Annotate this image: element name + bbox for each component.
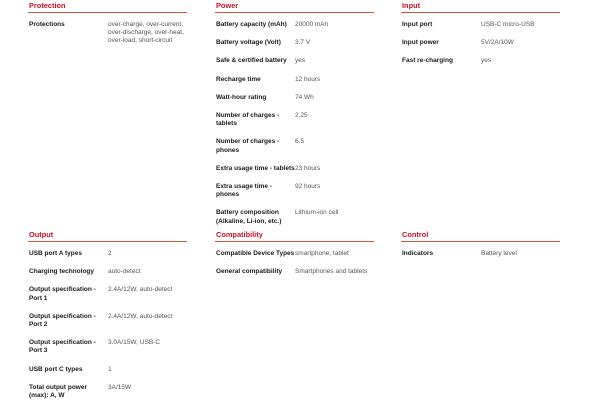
spec-value: Battery level <box>481 250 517 257</box>
spec-row <box>215 94 374 102</box>
spec-row <box>28 366 187 374</box>
spec-value: smartphone, tablet <box>295 250 349 257</box>
spec-row <box>28 339 187 355</box>
spec-key: Compatible Device Types <box>216 250 295 257</box>
spec-value: Lithium-ion cell <box>295 209 339 217</box>
spec-value: 92 hours <box>295 183 321 191</box>
protection-section <box>28 0 187 56</box>
spec-row <box>215 112 374 128</box>
spec-value: 74 Wh <box>295 93 314 101</box>
spec-value: 3.7 V <box>295 39 311 47</box>
spec-value: 3.0A/15W, USB-C <box>108 339 161 347</box>
spec-key: Battery composition (Alkaline, Li-ion, etc.) <box>216 209 282 225</box>
spec-value: 2 <box>108 250 112 257</box>
spec-row <box>215 76 374 84</box>
section-title-power: Power <box>215 0 374 13</box>
spec-row <box>215 165 374 173</box>
spec-value: 3A/15W <box>108 383 132 391</box>
spec-value: 6.5 <box>295 138 305 146</box>
spec-row <box>28 21 187 46</box>
spec-row <box>28 250 187 258</box>
compatibility-section <box>215 229 374 286</box>
spec-key: Protections <box>29 21 65 28</box>
spec-key: Number of charges - tablets <box>216 112 280 128</box>
spec-value: 2.25 <box>295 112 308 120</box>
section-title-protection: Protection <box>28 0 187 13</box>
spec-key: Charging technology <box>29 268 94 276</box>
spec-row <box>401 21 560 29</box>
section-title-output: Output <box>28 229 187 242</box>
spec-value: 2.4A/12W, auto-detect <box>108 312 173 320</box>
spec-key: Extra usage time - tablets <box>216 164 295 172</box>
spec-row <box>215 138 374 154</box>
spec-key: Total output power (max): A, W <box>29 383 88 400</box>
spec-row <box>215 183 374 199</box>
spec-row <box>215 21 374 29</box>
output-section <box>28 229 187 410</box>
spec-key: Input port <box>402 21 433 28</box>
control-section <box>401 229 560 268</box>
spec-row <box>215 57 374 65</box>
spec-row <box>401 57 560 65</box>
power-section <box>215 0 374 236</box>
spec-key: Output specification - Port 3 <box>29 339 96 355</box>
spec-row <box>215 39 374 47</box>
spec-row <box>28 286 187 302</box>
spec-row <box>401 250 560 258</box>
spec-value: yes <box>481 57 492 65</box>
spec-value: 12 hours <box>295 75 321 83</box>
spec-key: Fast re-charging <box>402 57 453 65</box>
spec-key: General compatibility <box>216 268 283 276</box>
spec-key: Watt-hour rating <box>216 93 267 101</box>
spec-row <box>401 39 560 47</box>
spec-row <box>215 268 374 276</box>
section-title-input: Input <box>401 0 560 13</box>
spec-row <box>215 250 374 258</box>
section-title-compatibility: Compatibility <box>215 229 374 242</box>
spec-value: auto-detect <box>108 268 141 276</box>
spec-value: over-charge, over-current, over-discharge, over-heat, over-load, short-circuit <box>108 21 184 45</box>
input-section <box>401 0 560 76</box>
spec-value: 1 <box>108 365 112 373</box>
spec-value: Smartphones and tablets <box>295 268 368 276</box>
spec-key: Output specification - Port 2 <box>29 312 96 329</box>
spec-key: Input power <box>402 39 439 47</box>
spec-key: Output specification - Port 1 <box>29 286 96 302</box>
spec-key: Battery voltage (Volt) <box>216 39 281 47</box>
section-title-control: Control <box>401 229 560 242</box>
spec-row <box>28 384 187 400</box>
spec-row <box>28 268 187 276</box>
spec-value: USB-C micro-USB <box>481 21 535 28</box>
spec-key: Number of charges - phones <box>216 138 280 154</box>
spec-row <box>28 313 187 329</box>
spec-key: Safe & certified battery <box>216 57 287 65</box>
spec-key: Indicators <box>402 250 434 257</box>
spec-key: Recharge time <box>216 75 261 83</box>
spec-key: USB port A types <box>29 250 82 257</box>
spec-key: Extra usage time - phones <box>216 183 272 199</box>
spec-value: 23 hours <box>295 164 321 172</box>
spec-value: 5V/2A/10W <box>481 39 514 47</box>
spec-value: 20000 mAh <box>295 21 329 28</box>
spec-row <box>215 209 374 225</box>
spec-value: yes <box>295 57 306 65</box>
spec-value: 2.4A/12W, auto-detect <box>108 286 173 294</box>
spec-key: Battery capacity (mAh) <box>216 21 287 28</box>
spec-key: USB port C types <box>29 365 83 373</box>
